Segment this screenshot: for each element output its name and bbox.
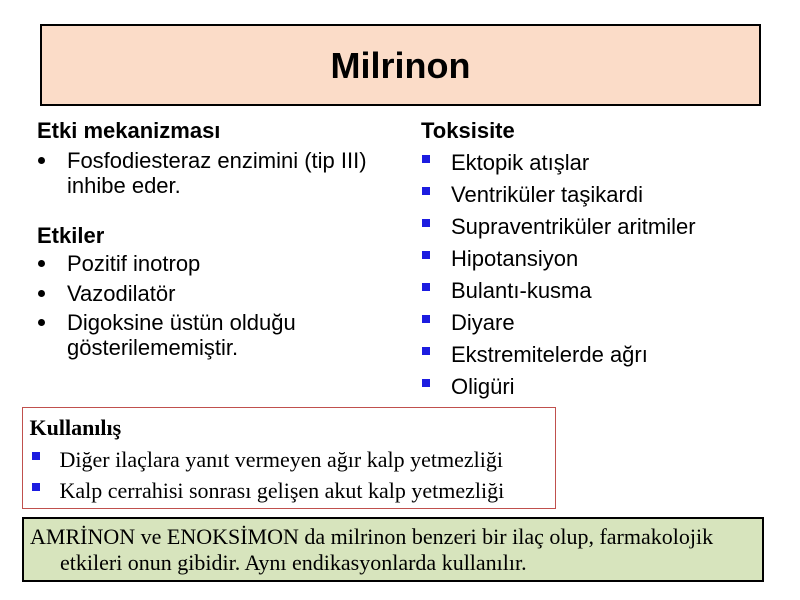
mechanism-item-text: Fosfodiesteraz enzimini (tip III) inhibe eder. (67, 148, 367, 198)
toxicity-item (421, 182, 781, 207)
effects-heading: Etkiler (37, 223, 105, 248)
toxicity-item-text: Bulantı-kusma (451, 278, 592, 303)
toxicity-item-text: Oligüri (451, 374, 515, 399)
toxicity-item-text: Ventriküler taşikardi (451, 182, 643, 207)
usage-item (30, 447, 503, 472)
square-bullet-icon (422, 219, 430, 227)
round-bullet-icon (38, 319, 45, 326)
round-bullet-icon (38, 290, 45, 297)
round-bullet-icon (38, 260, 45, 267)
toxicity-item-text: Hipotansiyon (451, 246, 579, 271)
right-column (421, 118, 781, 399)
usage-box (22, 407, 556, 509)
usage-item-text: Diğer ilaçlara yanıt vermeyen ağır kalp yetmezliği (59, 447, 503, 472)
usage-heading: Kullanılış (29, 415, 122, 440)
left-column (37, 118, 397, 360)
toxicity-item-text: Supraventriküler aritmiler (451, 214, 696, 239)
toxicity-item (421, 278, 781, 303)
effects-item-text: Digoksine üstün olduğu gösterilememiştir. (67, 310, 296, 360)
square-bullet-icon (422, 155, 430, 163)
toxicity-heading: Toksisite (421, 118, 515, 143)
toxicity-item (421, 150, 781, 175)
note-box (22, 517, 764, 582)
effects-item-text: Vazodilatör (67, 281, 176, 306)
mechanism-item (37, 148, 397, 198)
round-bullet-icon (38, 157, 45, 164)
square-bullet-icon (32, 483, 40, 491)
toxicity-item (421, 214, 781, 239)
square-bullet-icon (422, 251, 430, 259)
square-bullet-icon (422, 379, 430, 387)
toxicity-item-text: Ektopik atışlar (451, 150, 590, 175)
effects-item (37, 281, 397, 306)
mechanism-heading: Etki mekanizması (37, 118, 221, 143)
toxicity-item (421, 310, 781, 335)
toxicity-item-text: Ekstremitelerde ağrı (451, 342, 648, 367)
square-bullet-icon (422, 283, 430, 291)
slide-title: Milrinon (330, 45, 471, 86)
square-bullet-icon (422, 347, 430, 355)
usage-item-text: Kalp cerrahisi sonrası gelişen akut kalp yetmezliği (59, 478, 505, 503)
effects-item (37, 310, 397, 360)
toxicity-item-text: Diyare (451, 310, 515, 335)
toxicity-item (421, 342, 781, 367)
effects-item-text: Pozitif inotrop (67, 251, 201, 276)
effects-item (37, 251, 397, 276)
square-bullet-icon (422, 315, 430, 323)
toxicity-item (421, 246, 781, 271)
square-bullet-icon (32, 452, 40, 460)
square-bullet-icon (422, 187, 430, 195)
note-text: AMRİNON ve ENOKSİMON da milrinon benzeri bir ilaç olup, farmakolojik etkileri onun gibidir. Aynı endikasyonlarda kullanılır. (30, 524, 714, 575)
usage-item (30, 478, 505, 503)
title-box (40, 24, 761, 106)
toxicity-item (421, 374, 781, 399)
